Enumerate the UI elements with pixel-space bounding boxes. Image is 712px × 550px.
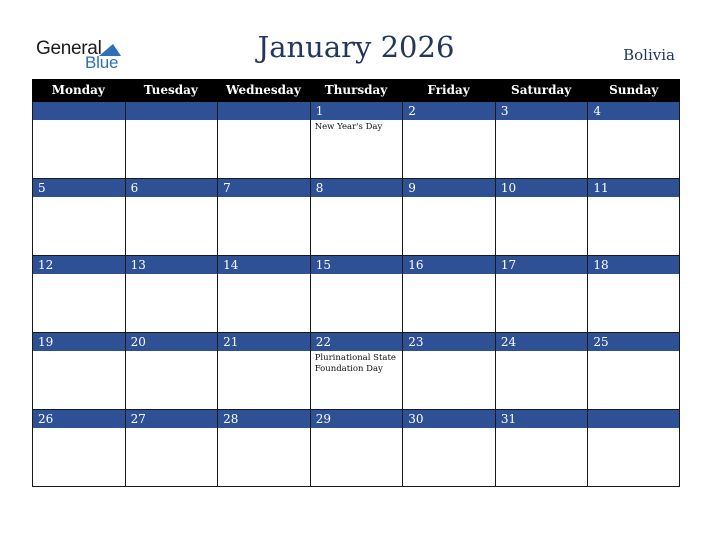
day-number: 19	[33, 333, 125, 351]
holiday-label	[218, 428, 310, 430]
holiday-label	[218, 274, 310, 276]
holiday-label	[33, 274, 125, 276]
holiday-label	[403, 120, 495, 122]
week-divider	[32, 486, 680, 487]
holiday-label	[403, 351, 495, 353]
day-number: 5	[33, 179, 125, 197]
holiday-label	[218, 197, 310, 199]
day-number: 27	[126, 410, 218, 428]
day-cell	[32, 102, 125, 179]
holiday-label	[588, 351, 679, 353]
holiday-label	[496, 351, 588, 353]
day-cell	[217, 102, 310, 179]
day-number	[588, 410, 679, 428]
day-cell	[32, 410, 125, 487]
day-number: 31	[496, 410, 588, 428]
holiday-label	[126, 274, 218, 276]
day-cell	[402, 102, 495, 179]
day-cell	[125, 102, 218, 179]
holiday-label	[588, 428, 679, 430]
holiday-label	[496, 197, 588, 199]
day-number: 11	[588, 179, 679, 197]
day-number: 25	[588, 333, 679, 351]
day-number	[33, 102, 125, 120]
week-row	[32, 256, 680, 333]
day-number: 3	[496, 102, 588, 120]
day-number: 29	[311, 410, 403, 428]
day-cell	[310, 256, 403, 333]
day-cell	[125, 179, 218, 256]
week-row	[32, 102, 680, 179]
day-number: 15	[311, 256, 403, 274]
day-cell	[310, 410, 403, 487]
day-number: 23	[403, 333, 495, 351]
day-number: 16	[403, 256, 495, 274]
day-number	[218, 102, 310, 120]
holiday-label	[588, 197, 679, 199]
brand-word-blue: Blue	[85, 53, 119, 72]
day-number: 21	[218, 333, 310, 351]
holiday-label	[496, 274, 588, 276]
day-cell	[310, 102, 403, 179]
day-number: 7	[218, 179, 310, 197]
day-cell	[495, 333, 588, 410]
day-number: 17	[496, 256, 588, 274]
day-cell	[125, 410, 218, 487]
day-cell	[402, 179, 495, 256]
holiday-label	[496, 120, 588, 122]
holiday-label	[218, 351, 310, 353]
day-cell	[402, 256, 495, 333]
holiday-label: Plurinational State Foundation Day	[314, 353, 396, 374]
day-number: 6	[126, 179, 218, 197]
day-number: 24	[496, 333, 588, 351]
holiday-label	[403, 428, 495, 430]
day-number: 30	[403, 410, 495, 428]
holiday-label	[403, 197, 495, 199]
holiday-label	[403, 274, 495, 276]
day-cell	[310, 179, 403, 256]
day-cell	[217, 410, 310, 487]
holiday-label	[588, 120, 679, 122]
day-cell	[587, 256, 680, 333]
day-cell	[495, 102, 588, 179]
holiday-label	[33, 197, 125, 199]
week-row	[32, 179, 680, 256]
day-number: 20	[126, 333, 218, 351]
day-number: 28	[218, 410, 310, 428]
holiday-label	[218, 120, 310, 122]
holiday-label	[33, 428, 125, 430]
day-cell	[587, 102, 680, 179]
holiday-label	[588, 274, 679, 276]
day-number: 2	[403, 102, 495, 120]
weekday-header-saturday: Saturday	[511, 83, 572, 97]
holiday-label	[126, 351, 218, 353]
page-title: January 2026	[257, 30, 455, 64]
day-cell	[495, 179, 588, 256]
day-cell	[587, 333, 680, 410]
holiday-label	[126, 120, 218, 122]
day-number: 1	[311, 102, 403, 120]
weekday-header-thursday: Thursday	[324, 83, 388, 97]
day-number: 13	[126, 256, 218, 274]
day-cell	[402, 410, 495, 487]
weekday-header-monday: Monday	[51, 83, 105, 97]
holiday-label	[126, 428, 218, 430]
day-number: 12	[33, 256, 125, 274]
day-number	[126, 102, 218, 120]
day-cell	[125, 333, 218, 410]
weekday-header-row	[32, 79, 680, 102]
weeks-container	[32, 102, 680, 486]
weekday-header-friday: Friday	[427, 83, 470, 97]
holiday-label	[311, 197, 403, 199]
day-number: 26	[33, 410, 125, 428]
week-row	[32, 410, 680, 487]
holiday-label	[311, 274, 403, 276]
day-cell	[310, 333, 403, 410]
holiday-label	[311, 428, 403, 430]
weekday-header-wednesday: Wednesday	[226, 83, 301, 97]
day-cell	[217, 256, 310, 333]
holiday-label	[496, 428, 588, 430]
day-cell	[32, 179, 125, 256]
day-number: 4	[588, 102, 679, 120]
brand-word-general: General	[36, 38, 102, 59]
day-number: 8	[311, 179, 403, 197]
weekday-header-sunday: Sunday	[609, 83, 659, 97]
weekday-header-tuesday: Tuesday	[143, 83, 198, 97]
day-cell	[32, 333, 125, 410]
day-cell	[402, 333, 495, 410]
day-cell	[32, 256, 125, 333]
week-row	[32, 333, 680, 410]
day-cell	[495, 410, 588, 487]
day-number: 14	[218, 256, 310, 274]
holiday-label: New Year's Day	[314, 122, 383, 132]
day-number: 9	[403, 179, 495, 197]
day-cell	[217, 179, 310, 256]
holiday-label	[126, 197, 218, 199]
day-number: 22	[311, 333, 403, 351]
day-number: 18	[588, 256, 679, 274]
day-cell	[217, 333, 310, 410]
holiday-label	[33, 120, 125, 122]
day-cell	[495, 256, 588, 333]
day-number: 10	[496, 179, 588, 197]
day-cell	[587, 410, 680, 487]
country-label: Bolivia	[623, 46, 675, 64]
holiday-label	[33, 351, 125, 353]
day-cell	[587, 179, 680, 256]
calendar-grid	[32, 79, 680, 486]
day-cell	[125, 256, 218, 333]
